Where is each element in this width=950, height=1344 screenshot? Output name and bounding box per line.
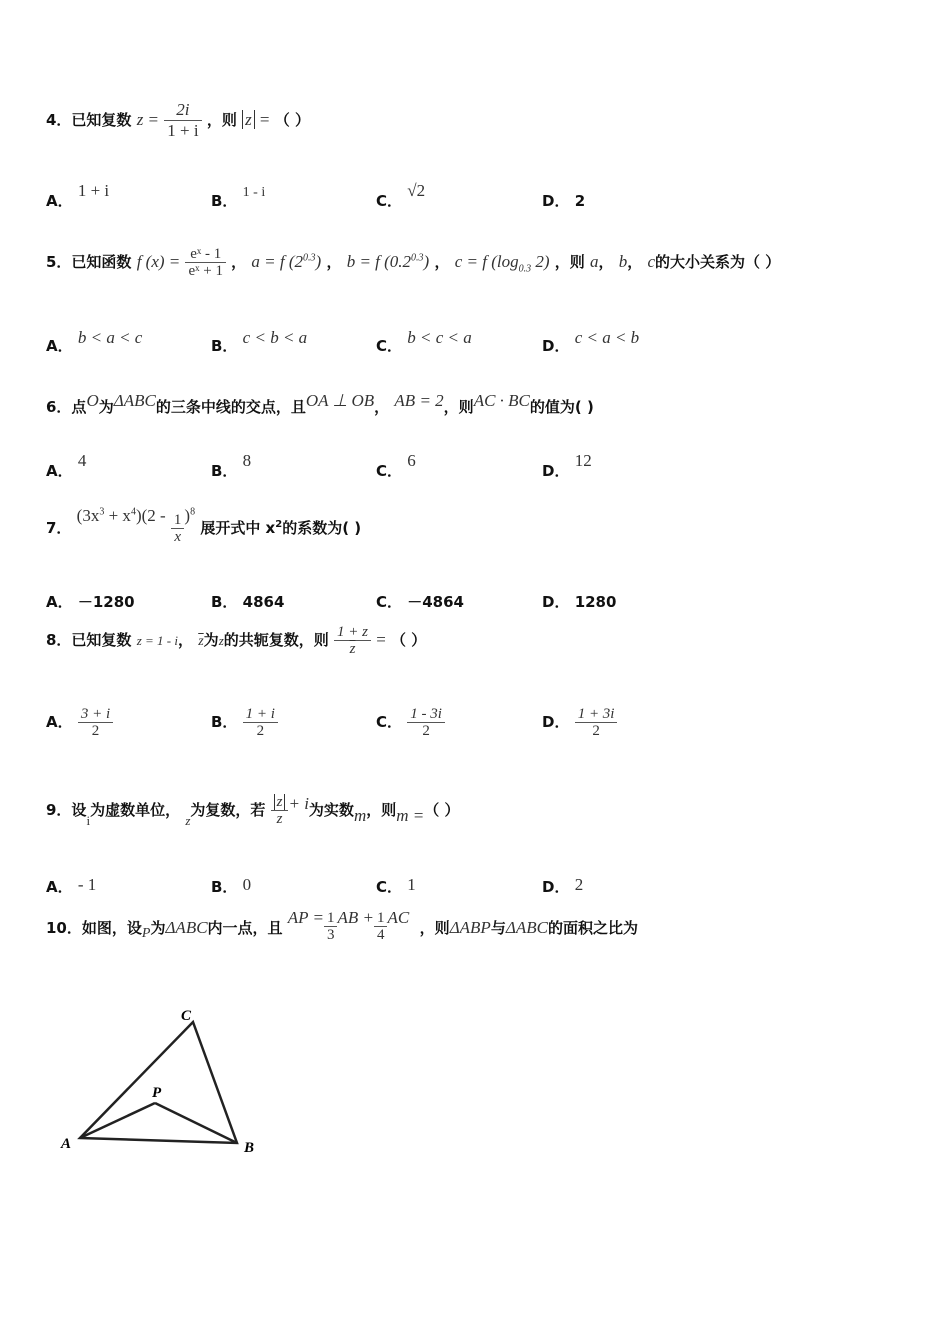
q10-frac2 [374,910,388,943]
q6-prefix: 6．点 [46,398,87,416]
q4-option-d [542,190,585,211]
q5-sep: ， [326,253,342,271]
q10-yu: 与 [490,919,506,937]
option-value: 2 [574,875,584,894]
q7-fraction [171,512,185,545]
q10-ap: AP = [287,908,324,927]
q6-mid1: 的三条中线的交点，且 [155,398,306,416]
option-letter: A． [46,337,73,355]
option-letter: C． [376,878,403,896]
q7-num: 1 [171,512,185,529]
q5-a-exp: 0.3 [303,252,316,264]
option-letter: A． [46,462,73,480]
q7-expr-c: )(2 - [135,506,166,525]
question-9 [46,794,459,827]
q6-option-a [46,451,87,481]
q6-tri: ΔABC [113,391,156,410]
q5-tail: 的大小关系为（ ） [655,253,781,271]
q5-comma: ， [627,253,643,271]
option-letter: D． [542,593,570,611]
q6-dot: AC · BC [473,391,530,410]
label-c: C [181,1008,192,1024]
option-value: 12 [574,451,592,470]
q5-option-b [211,328,308,356]
option-value: 1 [407,875,416,894]
option-letter: D． [542,462,570,480]
q8-option-b [211,706,278,739]
option-letter: C． [376,593,403,611]
q6-comma: ， [374,398,390,416]
q4-option-c [376,181,426,211]
q7-option-b [211,591,284,612]
q6-mid2: ，则 [443,398,474,416]
q9-option-c [376,876,416,897]
question-7 [46,506,362,545]
q9-i: i [86,813,91,828]
q5-comma: ， [598,253,614,271]
option-letter: A． [46,878,73,896]
option-num: 3 + i [78,706,113,723]
q10-wei: 为 [150,919,166,937]
option-letter: C． [376,192,403,210]
q10-mid1: 内一点，且 [207,919,283,937]
q9-mid4: ，则 [366,801,397,819]
q8-option-d [542,706,617,739]
option-letter: C． [376,713,403,731]
q6-option-c [376,451,416,481]
option-value: b < c < a [407,328,472,347]
triangle-abc [80,1022,237,1143]
q5-var-c: c [647,252,656,271]
q9-fraction [271,794,289,827]
option-letter: D． [542,192,570,210]
option-num: 1 - 3i [407,706,445,723]
q5-a-close: ) [315,252,322,271]
q10-frac1 [324,910,338,943]
q6-wei: 为 [98,398,114,416]
q6-option-b [211,451,252,481]
q8-options [46,706,926,739]
q8-eq: = [376,630,386,649]
question-5 [46,246,780,279]
q7-expr [77,506,166,525]
q4-options [46,181,926,220]
q4-num: 2i [164,100,201,121]
option-num: 1 + 3i [575,706,618,723]
q5-option-d [542,328,640,356]
option-letter: D． [542,713,570,731]
q5-c-sub: 0.3 [518,263,532,275]
option-den: 2 [592,723,600,739]
q5-a-def-text: a = f (2 [251,252,304,271]
question-8 [46,624,426,657]
q7-tail-b: 的系数为( ) [282,519,362,537]
q10-f1num: 1 [324,910,338,927]
q9-option-a [46,876,96,897]
option-value: 2 [574,192,586,210]
option-value: 8 [242,451,252,470]
option-letter: B． [211,713,238,731]
question-6 [46,391,594,417]
q5-mid: ，则 [554,253,585,271]
q7-exp8: 8 [190,506,196,518]
q9-option-d [542,876,583,897]
q6-ab: AB = 2 [394,391,444,410]
q8-z: z [218,633,224,648]
option-value: －1280 [77,593,135,611]
option-value: 6 [407,451,416,470]
q8-wei: 为 [203,631,219,649]
option-value: 1 + i [77,181,110,200]
q4-option-a [46,181,110,211]
q4-z-lhs: z = [136,110,160,129]
question-10 [46,908,638,945]
option-value: 4 [77,451,87,470]
q4-blank: （ ） [274,111,310,129]
q8-z-def: z = 1 - i [136,633,178,648]
q5-b-def-text: b = f (0.2 [346,252,412,271]
option-value: －4864 [407,593,464,611]
q9-mid2: 为复数，若 [190,801,266,819]
q8-prefix: 8．已知复数 [46,631,132,649]
q4-absz: z [242,110,255,129]
q4-fraction [164,100,201,141]
q5-a-def [251,252,321,271]
q5-options [46,328,926,365]
triangle-figure [55,1000,275,1165]
q7-tail-a: 展开式中 x [200,519,276,537]
option-den: 2 [91,723,100,739]
q8-fraction [334,624,371,657]
q9-blank: （ ） [424,801,460,819]
q4-den: 1 + i [167,121,199,140]
q7-close [184,506,195,525]
q10-ab: AB + [337,908,374,927]
q6-o: O [86,391,99,410]
label-p: P [152,1085,162,1101]
option-den: 2 [256,723,265,739]
q5-fraction [185,246,225,279]
q8-den: z [349,641,356,657]
q4-mid: ，则 [206,111,237,129]
q9-num-wrap [271,794,289,811]
q10-f1den: 3 [326,927,335,943]
q10-ac: AC [387,908,410,927]
option-den: 2 [422,723,430,739]
q9-plus-i: + i [288,794,309,813]
q9-option-b [211,876,251,897]
q9-num: z [274,794,286,810]
option-num: 1 + i [243,706,278,723]
q10-prefix: 10．如图，设 [46,919,142,937]
q9-options [46,876,926,906]
q7-expr-d: ) [184,506,191,525]
q5-den: eˣ + 1 [188,263,223,279]
q5-c-def [454,252,550,275]
q4-option-b [211,185,266,211]
q5-option-c [376,328,472,356]
q5-c-close: 2) [531,252,550,271]
q5-var-b: b [618,252,628,271]
q10-abc2: ΔABC [505,918,548,937]
q4-eq: = [259,110,270,129]
q9-m-eq: m = [396,806,425,825]
q9-mid1: 为虚数单位， [90,801,181,819]
segment-ap [80,1103,155,1138]
q5-b-exp: 0.3 [411,252,424,264]
label-b: B [244,1140,255,1156]
q9-den: z [276,811,283,827]
option-value: - 1 [77,875,97,894]
q8-comma: ， [177,631,193,649]
q7-option-c [376,591,464,612]
option-letter: A． [46,593,73,611]
q8-option-a [46,706,113,739]
option-letter: B． [211,337,238,355]
option-fraction [243,706,278,739]
q9-mid3: 为实数 [308,801,354,819]
label-a: A [61,1136,72,1152]
option-fraction [78,706,113,739]
option-letter: B． [211,462,238,480]
q5-prefix: 5．已知函数 [46,253,132,271]
option-letter: C． [376,462,403,480]
option-letter: D． [542,878,570,896]
option-letter: B． [211,192,238,210]
q7-den: x [174,529,181,545]
q7-options [46,591,926,621]
option-fraction [407,706,445,739]
q5-b-def [347,252,430,271]
q10-tail: 的面积之比为 [547,919,638,937]
q9-m: m [353,806,367,825]
option-value: c < b < a [242,328,308,347]
option-letter: D． [542,337,570,355]
q8-num: 1 + z [334,624,371,641]
q5-sep: ， [434,253,450,271]
option-value: c < a < b [574,328,640,347]
option-value: √2 [407,181,426,200]
q8-zbar: $\overline{z}$ [198,634,204,649]
question-4 [46,100,310,141]
q6-option-d [542,451,592,481]
option-letter: B． [211,593,238,611]
q10-f2den: 4 [376,927,385,943]
q5-sep: ， [231,253,247,271]
q7-exp4: 4 [130,506,136,518]
q7-option-d [542,591,616,612]
option-value: 1 - i [242,185,266,200]
option-fraction [575,706,618,739]
q7-prefix: 7． [46,519,72,537]
q7-expr-b: + x [104,506,131,525]
q10-tri: ΔABC [165,918,208,937]
q10-f2num: 1 [374,910,388,927]
q6-perp: OA ⊥ OB [305,391,375,410]
q7-expr-a: (3x [76,506,100,525]
q8-option-c [376,706,445,739]
option-value: b < a < c [77,328,143,347]
option-value: 4864 [242,593,285,611]
q9-prefix: 9．设 [46,801,87,819]
option-letter: C． [376,337,403,355]
q7-option-a [46,591,135,612]
q5-b-close: ) [423,252,430,271]
q8-blank: （ ） [391,631,427,649]
q5-var-a: a [589,252,599,271]
q5-option-a [46,328,143,356]
q7-exp3: 3 [99,506,105,518]
q8-mid: 的共轭复数，则 [223,631,329,649]
option-letter: B． [211,878,238,896]
q10-abp: ΔABP [449,918,491,937]
q5-f-lhs: f (x) = [136,252,181,271]
option-letter: A． [46,192,73,210]
q9-z: z [185,813,191,828]
option-value: 1280 [574,593,617,611]
q7-tail-exp: 2 [275,519,283,530]
q6-options [46,451,926,490]
q10-mid2: ，则 [419,919,450,937]
q5-num: eˣ - 1 [185,246,225,263]
q5-c-def-text: c = f (log [454,252,519,271]
q6-tail: 的值为( ) [529,398,594,416]
option-letter: A． [46,713,73,731]
option-value: 0 [242,875,252,894]
q4-prefix: 4．已知复数 [46,111,132,129]
q10-p: P [141,926,151,941]
